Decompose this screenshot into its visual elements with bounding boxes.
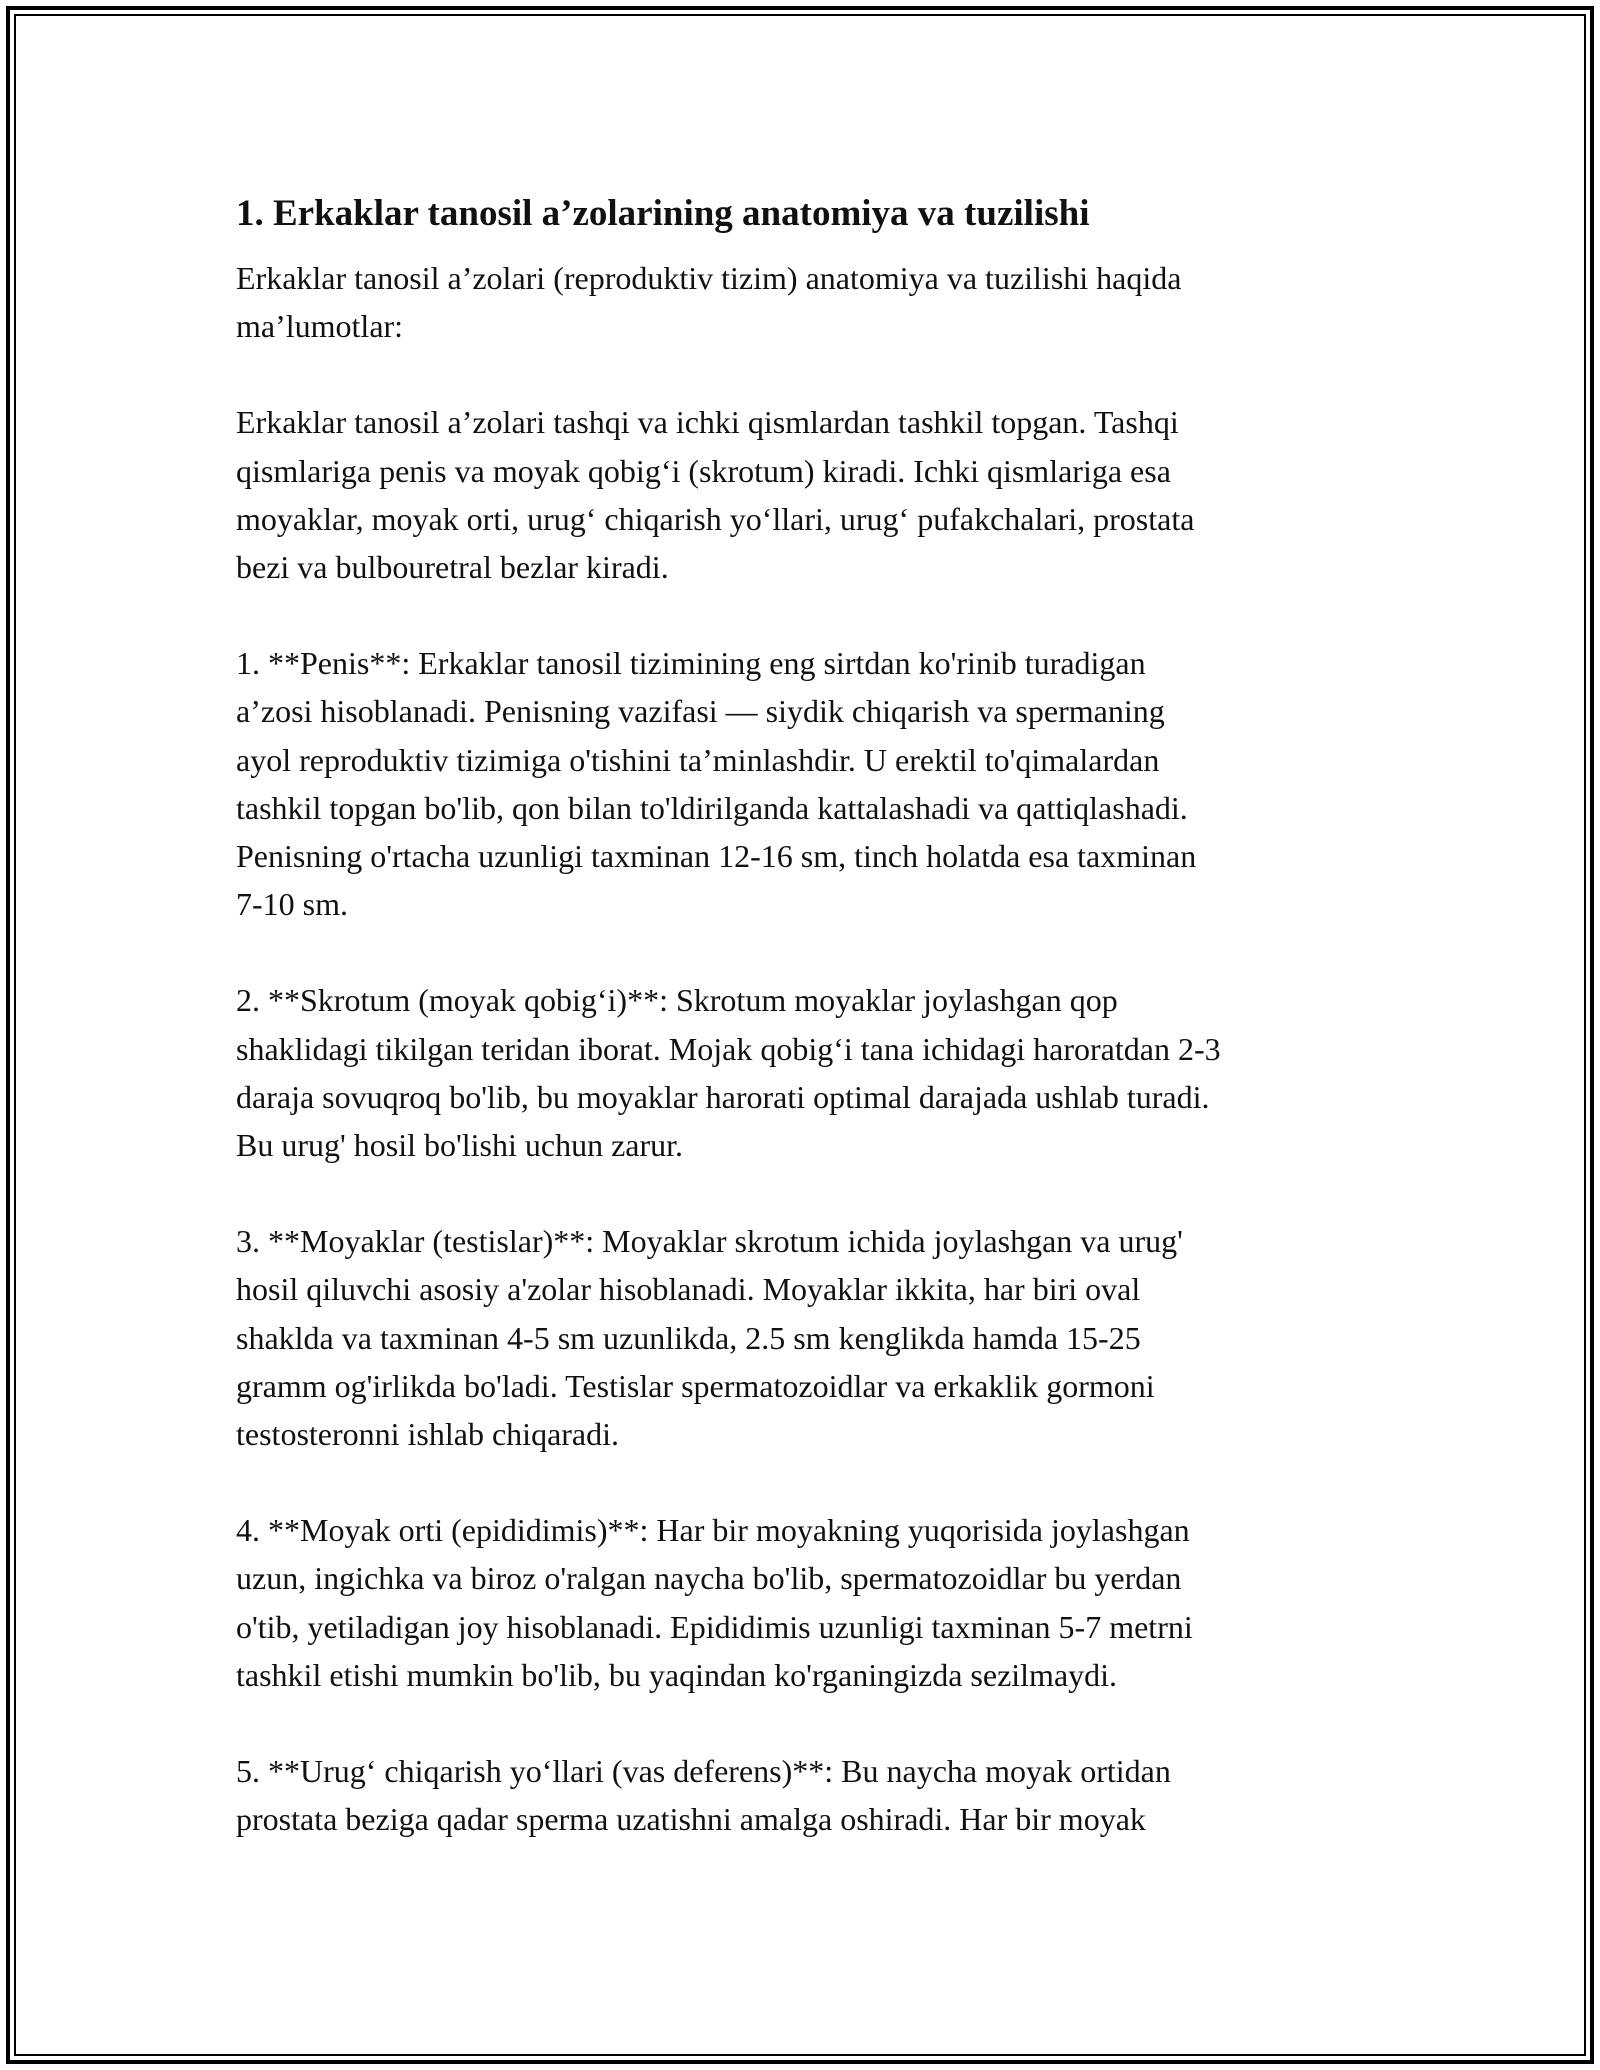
paragraph-testes: [236, 1217, 1376, 1458]
text-line: shaklidagi tikilgan teridan iborat. Mojak qobig‘i tana ichidagi haroratdan 2-3: [236, 1030, 1221, 1067]
paragraph-penis: [236, 639, 1376, 928]
text-line: bezi va bulbouretral bezlar kiradi.: [236, 549, 669, 586]
text-line: a’zosi hisoblanadi. Penisning vazifasi — siydik chiqarish va spermaning: [236, 693, 1165, 730]
text-line: tashkil topgan bo'lib, qon bilan to'ldirilganda kattalashadi va qattiqlashadi.: [236, 789, 1188, 826]
text-line: 4. **Moyak orti (epididimis)**: Har bir moyakning yuqorisida joylashgan: [236, 1512, 1190, 1549]
paragraph-intro: [236, 254, 1376, 350]
text-line: 3. **Moyaklar (testislar)**: Moyaklar skrotum ichida joylashgan va urug': [236, 1223, 1183, 1260]
text-line: 2. **Skrotum (moyak qobig‘i)**: Skrotum moyaklar joylashgan qop: [236, 982, 1118, 1019]
text-line: 1. **Penis**: Erkaklar tanosil tizimining eng sirtdan ko'rinib turadigan: [236, 645, 1146, 682]
text-line: testosteronni ishlab chiqaradi.: [236, 1416, 620, 1453]
text-line: shaklda va taxminan 4-5 sm uzunlikda, 2.5 sm kenglikda hamda 15-25: [236, 1319, 1141, 1356]
text-line: o'tib, yetiladigan joy hisoblanadi. Epididimis uzunligi taxminan 5-7 metrni: [236, 1608, 1193, 1645]
text-line: moyaklar, moyak orti, urug‘ chiqarish yo‘llari, urug‘ pufakchalari, prostata: [236, 500, 1195, 537]
text-line: ma’lumotlar:: [236, 308, 404, 345]
text-line: 5. **Urug‘ chiqarish yo‘llari (vas deferens)**: Bu naycha moyak ortidan: [236, 1753, 1171, 1790]
text-line: daraja sovuqroq bo'lib, bu moyaklar harorati optimal darajada ushlab turadi.: [236, 1078, 1210, 1115]
text-line: Bu urug' hosil bo'lishi uchun zarur.: [236, 1127, 684, 1164]
text-line: Erkaklar tanosil a’zolari (reproduktiv tizim) anatomiya va tuzilishi haqida: [236, 260, 1182, 296]
text-line: hosil qiluvchi asosiy a'zolar hisoblanadi. Moyaklar ikkita, har biri oval: [236, 1271, 1141, 1308]
text-line: tashkil etishi mumkin bo'lib, bu yaqindan ko'rganingizda sezilmaydi.: [236, 1656, 1118, 1693]
text-line: gramm og'irlikda bo'ladi. Testislar spermatozoidlar va erkaklik gormoni: [236, 1367, 1155, 1404]
text-line: Penisning o'rtacha uzunligi taxminan 12-16 sm, tinch holatda esa taxminan: [236, 838, 1197, 875]
section-heading: 1. Erkaklar tanosil a’zolarining anatomiya va tuzilishi: [236, 193, 1090, 234]
text-line: uzun, ingichka va biroz o'ralgan naycha bo'lib, spermatozoidlar bu yerdan: [236, 1560, 1182, 1597]
paragraph-epididymis: [236, 1506, 1376, 1699]
document-body: [236, 186, 1376, 1891]
text-line: prostata beziga qadar sperma uzatishni amalga oshiradi. Har bir moyak: [236, 1801, 1146, 1838]
text-line: 7-10 sm.: [236, 886, 348, 923]
paragraph-vas-deferens: [236, 1747, 1376, 1843]
paragraph-scrotum: [236, 976, 1376, 1169]
text-line: qismlariga penis va moyak qobig‘i (skrotum) kiradi. Ichki qismlariga esa: [236, 452, 1171, 489]
text-line: ayol reproduktiv tizimiga o'tishini ta’minlashdir. U erektil to'qimalardan: [236, 741, 1160, 778]
paragraph-overview: [236, 398, 1376, 591]
text-line: Erkaklar tanosil a’zolari tashqi va ichki qismlardan tashkil topgan. Tashqi: [236, 404, 1179, 441]
